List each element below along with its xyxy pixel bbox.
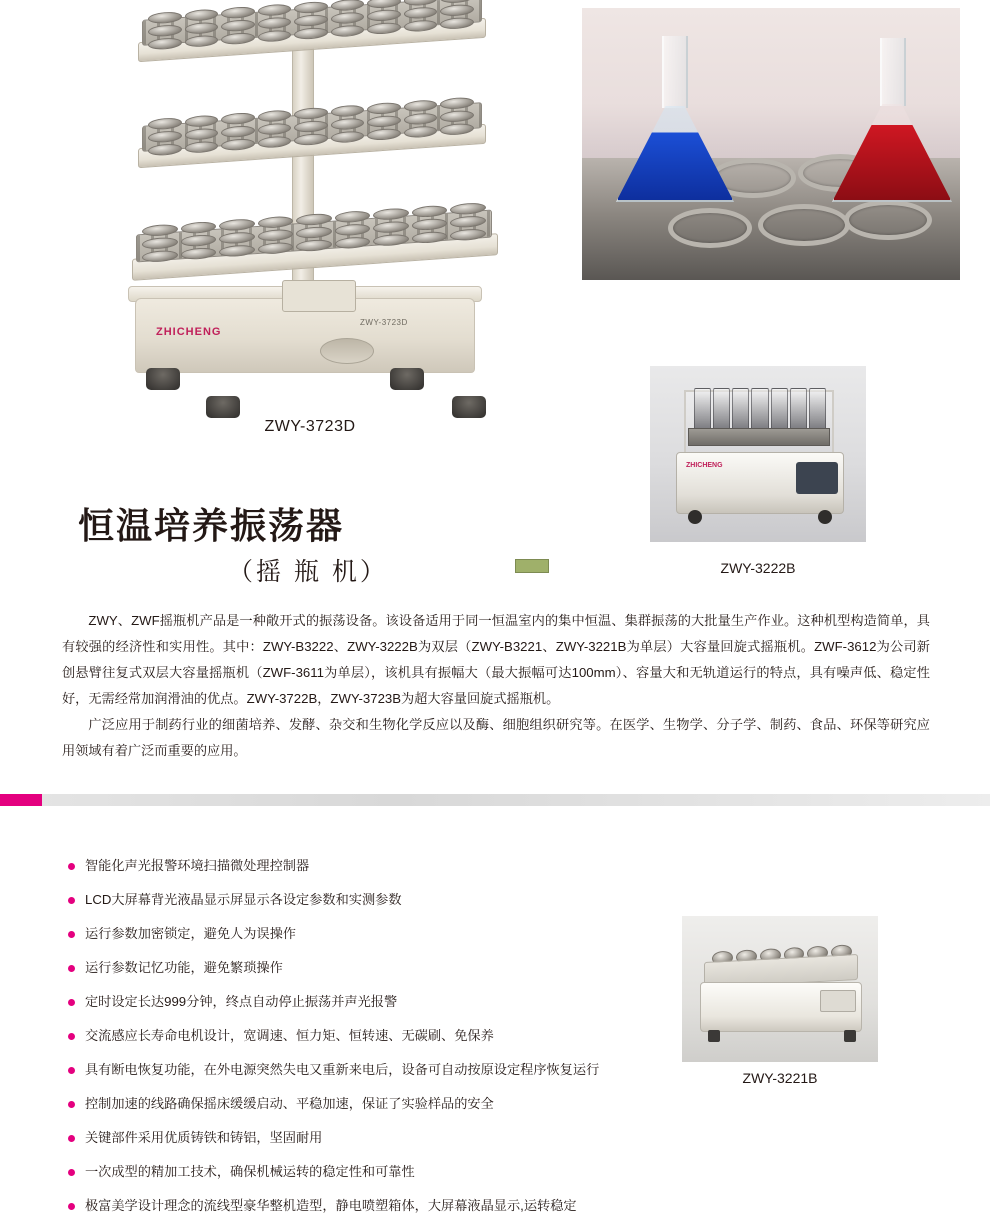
caster-wheel [688, 510, 702, 524]
shaker-foot [708, 1030, 720, 1042]
bullet-dot-icon [68, 1101, 75, 1108]
feature-label: 运行参数记忆功能，避免繁琐操作 [85, 960, 283, 975]
feature-label: 运行参数加密锁定，避免人为误操作 [85, 926, 296, 941]
section-divider-accent [0, 794, 42, 806]
shaker-foot [844, 1030, 856, 1042]
caption-zwy-3723d: ZWY-3723D [264, 418, 356, 435]
bullet-dot-icon [68, 897, 75, 904]
base-vent [320, 338, 374, 364]
product-photo-zwy-3222b [650, 366, 866, 542]
product-photo-zwy-3221b [682, 916, 878, 1062]
section-divider-spacer [0, 806, 990, 810]
list-item [68, 1196, 688, 1216]
bullet-dot-icon [68, 965, 75, 972]
bullet-dot-icon [68, 1203, 75, 1210]
bullet-dot-icon [68, 1033, 75, 1040]
bullet-dot-icon [68, 1067, 75, 1074]
brand-logo: ZHICHENG [686, 462, 723, 469]
flask-clamp-ring [668, 208, 752, 248]
product-photo-zwy-3723d [60, 8, 560, 428]
shaker-foot [452, 396, 486, 418]
description-paragraph-2: 广泛应用于制药行业的细菌培养、发酵、杂交和生物化学反应以及酶、细胞组织研究等。在医学、生物学、分子学、制药、食品、环保等研究应用领域有着广泛而重要的应用。 [62, 717, 930, 758]
page-subtitle: （摇 瓶 机） [228, 558, 388, 586]
shaker-foot [206, 396, 240, 418]
feature-list [68, 856, 688, 1230]
bullet-dot-icon [68, 931, 75, 938]
lcd-display [515, 559, 549, 573]
list-item [68, 1026, 688, 1046]
control-panel [282, 280, 356, 312]
flask-clamp-ring [758, 204, 850, 246]
feature-label: 交流感应长寿命电机设计，宽调速、恒力矩、恒转速、无碳刷、免保养 [85, 1028, 494, 1043]
section-divider [0, 794, 990, 806]
bullet-dot-icon [68, 1169, 75, 1176]
bullet-dot-icon [68, 999, 75, 1006]
shaker-tray [688, 428, 830, 446]
list-item [68, 856, 688, 876]
brand-logo: ZHICHENG [156, 326, 222, 338]
list-item [68, 1094, 688, 1114]
list-item [68, 1128, 688, 1148]
list-item [68, 924, 688, 944]
shaker-foot [146, 368, 180, 390]
bullet-dot-icon [68, 1135, 75, 1142]
photo-stage [60, 8, 560, 428]
list-item [68, 890, 688, 910]
photo-flasks-on-platform [582, 8, 960, 280]
list-item [68, 1162, 688, 1182]
bullet-dot-icon [68, 863, 75, 870]
feature-label: 控制加速的线路确保摇床缓缓启动、平稳加速，保证了实验样品的安全 [85, 1096, 494, 1111]
feature-label: 一次成型的精加工技术，确保机械运转的稳定性和可靠性 [85, 1164, 415, 1179]
list-item [68, 958, 688, 978]
shaker-foot [390, 368, 424, 390]
caster-wheel [818, 510, 832, 524]
list-item [68, 992, 688, 1012]
feature-label: 智能化声光报警环境扫描微处理控制器 [85, 858, 310, 873]
control-panel [796, 462, 838, 494]
flask-row [694, 388, 826, 430]
list-item [68, 1060, 688, 1080]
feature-label: 定时设定长达999分钟，终点自动停止振荡并声光报警 [85, 994, 398, 1009]
product-description [62, 608, 930, 764]
feature-label: 极富美学设计理念的流线型豪华整机造型，静电喷塑箱体，大屏幕液晶显示,运转稳定 [85, 1198, 577, 1213]
control-panel [820, 990, 856, 1012]
feature-label: 关键部件采用优质铸铁和铸铝，坚固耐用 [85, 1130, 323, 1145]
page-title: 恒温培养振荡器 [78, 505, 345, 546]
flask-clamp-ring [844, 200, 932, 240]
caption-zwy-3222b: ZWY-3222B [720, 560, 796, 576]
model-plate-text: ZWY-3723D [360, 318, 408, 327]
feature-label: LCD大屏幕背光液晶显示屏显示各设定参数和实测参数 [85, 892, 402, 907]
caption-zwy-3221b: ZWY-3221B [742, 1070, 818, 1086]
feature-label: 具有断电恢复功能，在外电源突然失电又重新来电后，设备可自动按原设定程序恢复运行 [85, 1062, 600, 1077]
description-paragraph-1: ZWY、ZWF摇瓶机产品是一种敞开式的振荡设备。该设备适用于同一恒温室内的集中恒温、集群振荡的大批量生产作业。这种机型构造简单，具有较强的经济性和实用性。其中：ZWY-B3222、ZWY-3222B为双层（ZWY-B3221、ZWY-3221B为单层）大容量回旋式摇瓶机。ZWF-3612为公司新创悬臂往复式双层大容量摇瓶机（ZWF-3611为单层），该机具有振幅大（最大振幅可达100mm）、容量大和无轨道运行的特点，具有噪声低、稳定性好，无需经常加润滑油的优点。ZWY-3722B，ZWY-3723B为超大容量回旋式摇瓶机。 [62, 613, 930, 706]
